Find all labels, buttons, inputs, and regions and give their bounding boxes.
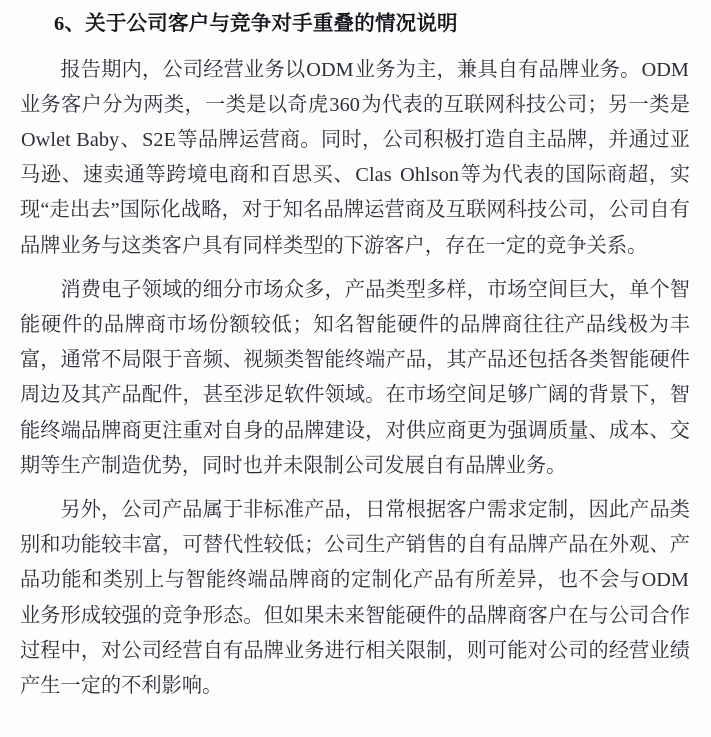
paragraph-2: 消费电子领域的细分市场众多，产品类型多样，市场空间巨大，单个智能硬件的品牌商市场份额较低；知名智能硬件的品牌商往往产品线极为丰富，通常不局限于音频、视频类智能终端产品，其产品还包括各类智能硬件周边及其产品配件，甚至涉足软件领域。在市场空间足够广阔的背景下，智能终端品牌商更注重对自身的品牌建设，对供应商更为强调质量、成本、交期等生产制造优势，同时也并未限制公司发展自有品牌业务。 (20, 278, 690, 477)
paragraph-3: 另外，公司产品属于非标准产品，日常根据客户需求定制，因此产品类别和功能较丰富，可替代性较低；公司生产销售的自有品牌产品在外观、产品功能和类别上与智能终端品牌商的定制化产品有所差异，也不会与ODM业务形成较强的竞争形态。但如果未来智能硬件的品牌商客户在与公司合作过程中，对公司经营自有品牌业务进行相关限制，则可能对公司的经营业绩产生一定的不利影响。 (20, 498, 690, 697)
latin-term: Clas Ohlson (355, 164, 460, 187)
latin-term: ODM (641, 569, 689, 592)
section-heading: 6、关于公司客户与竞争对手重叠的情况说明 (54, 13, 458, 35)
latin-term: ODM (306, 58, 354, 81)
latin-term: Owlet Baby (21, 128, 120, 151)
latin-term: S2E (142, 128, 177, 151)
document-body (20, 53, 690, 705)
paragraph-1: 报告期内，公司经营业务以ODM业务为主，兼具自有品牌业务。ODM业务客户分为两类，一类是以奇虎360为代表的互联网科技公司；另一类是Owlet Baby、S2E等品牌运营商。同时，公司积极打造自主品牌，并通过亚马逊、速卖通等跨境电商和百思买、Clas Ohlson等为代表的国际商超，实现“走出去”国际化战略，对于知名品牌运营商及互联网科技公司，公司自有品牌业务与这类客户具有同样类型的下游客户，存在一定的竞争关系。 (20, 58, 690, 257)
latin-term: ODM (641, 58, 689, 81)
latin-term: 360 (329, 93, 361, 116)
